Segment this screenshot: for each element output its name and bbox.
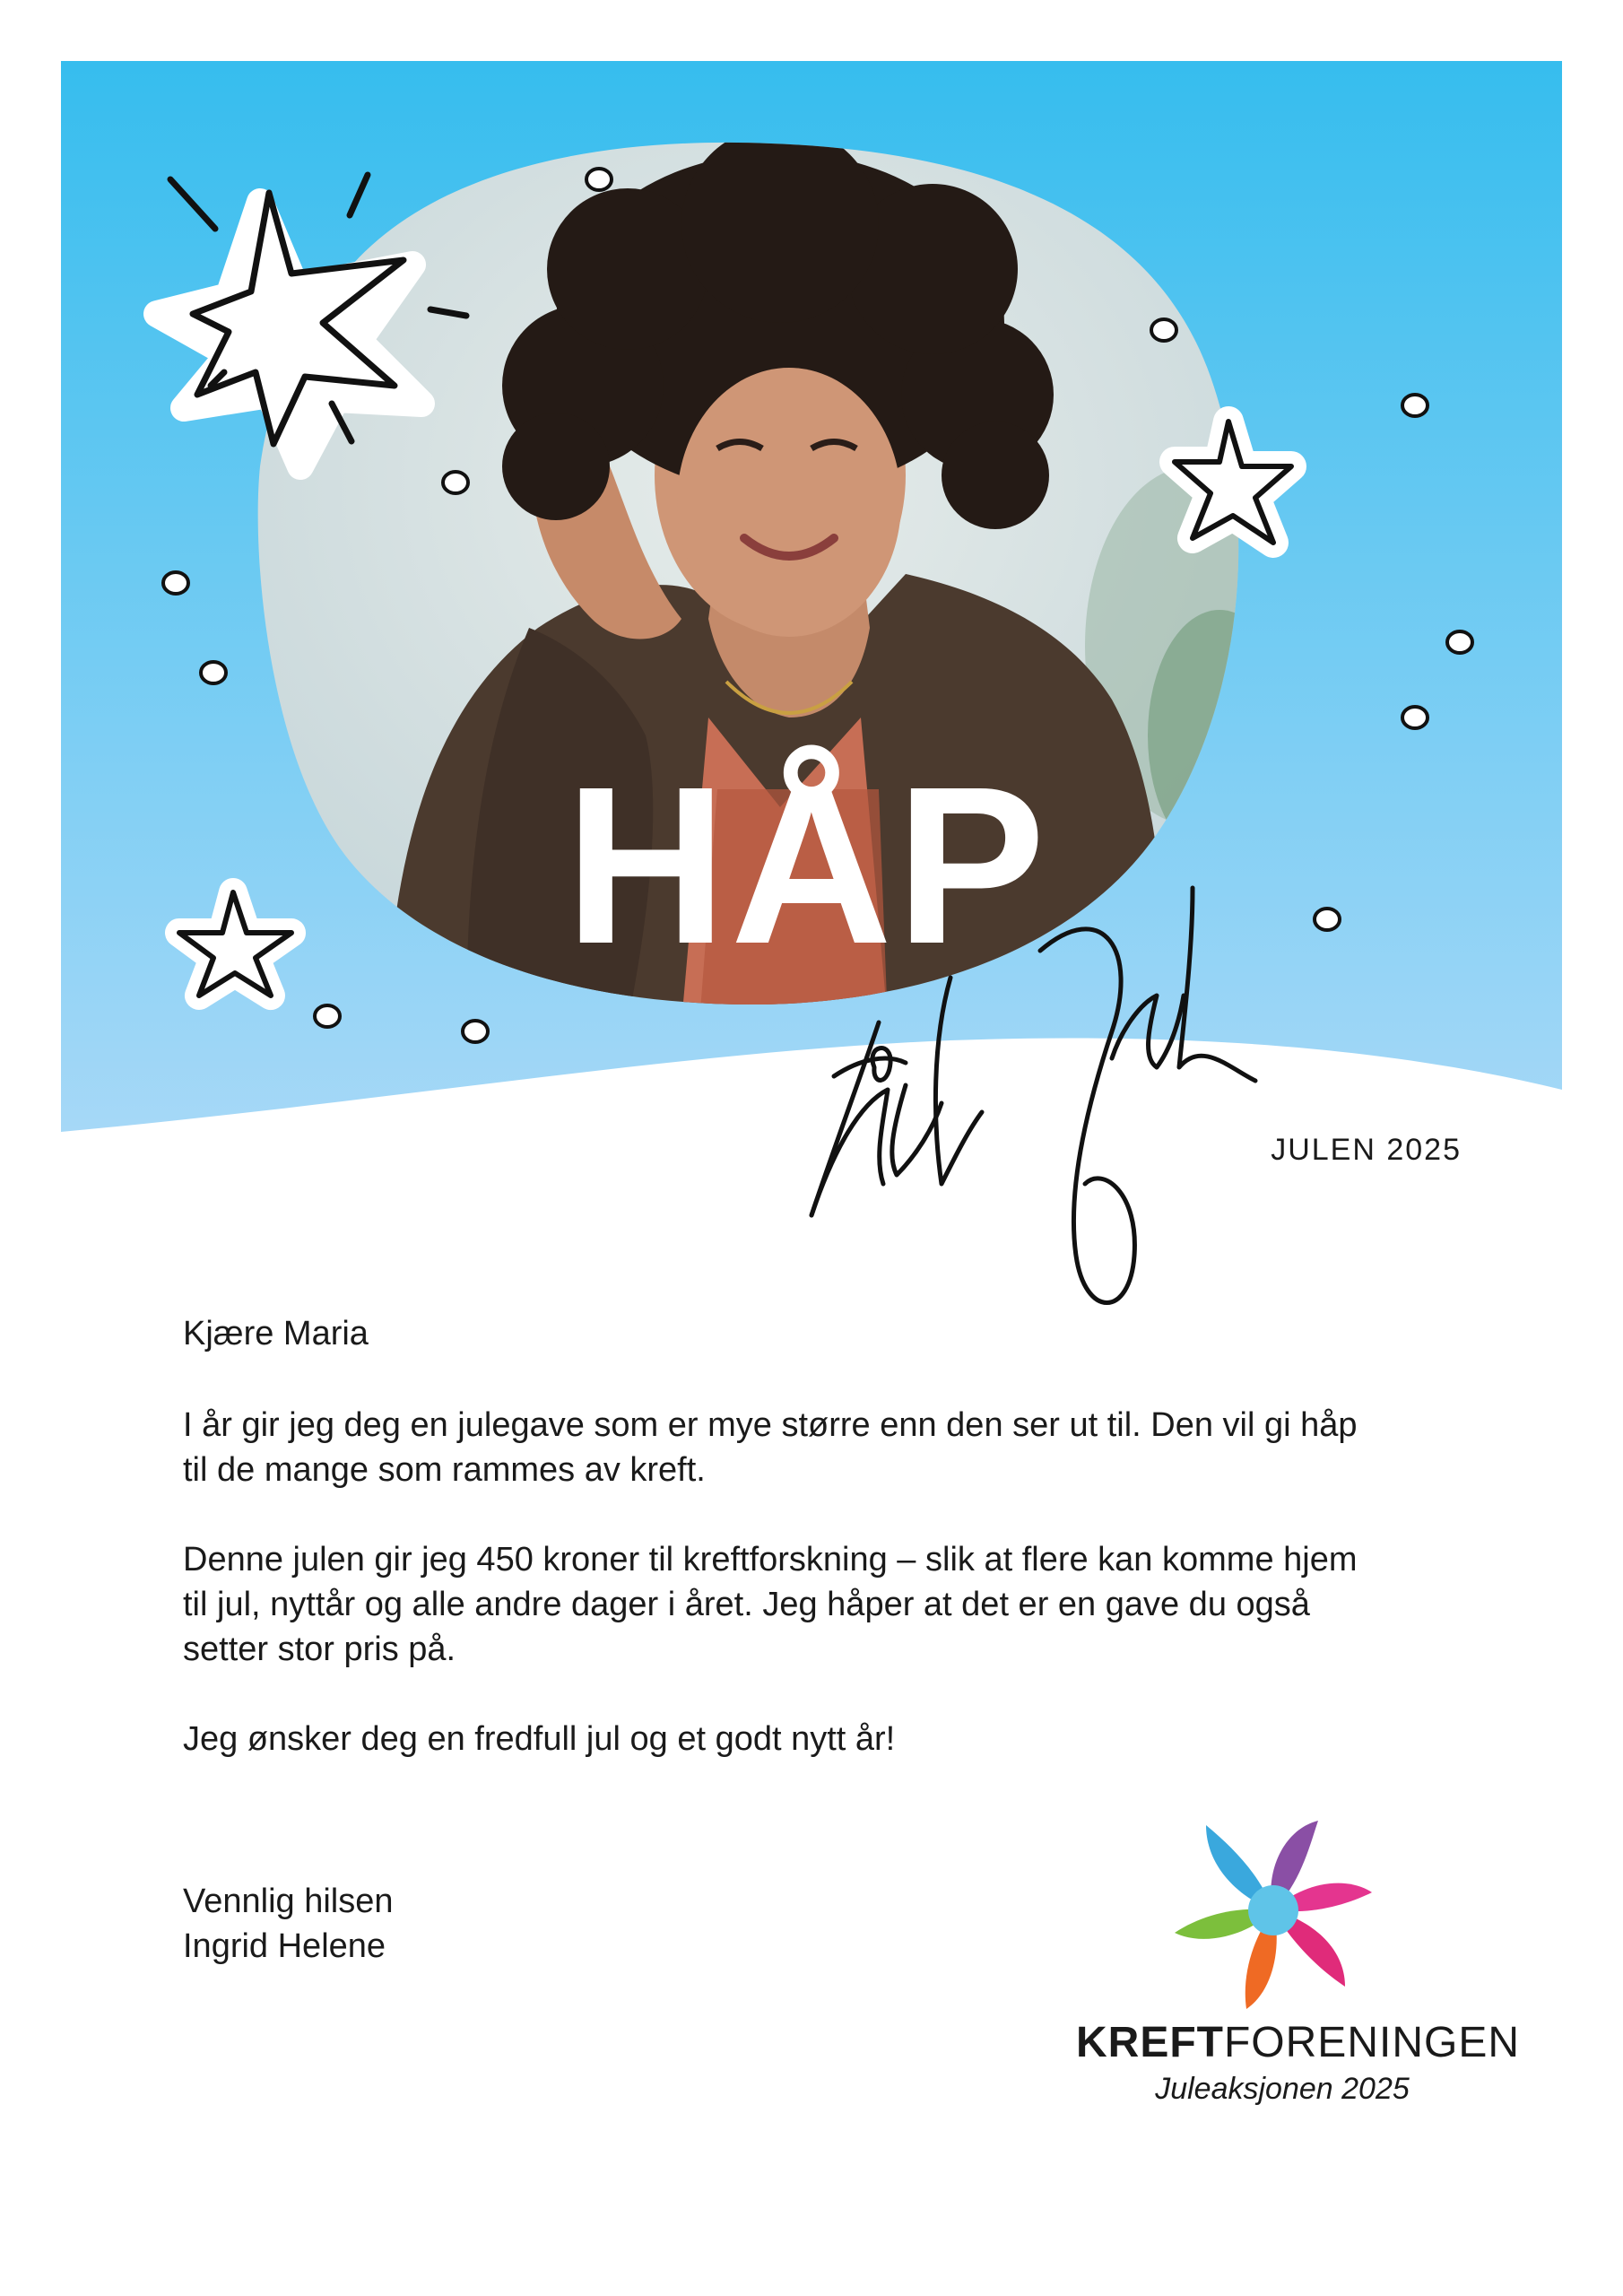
- paragraph-line: Jeg ønsker deg en fredfull jul og et godt nytt år!: [183, 1720, 896, 1758]
- paragraph-line: setter stor pris på.: [183, 1631, 456, 1668]
- paragraph-line: til de mange som rammes av kreft.: [183, 1451, 706, 1489]
- kreftforeningen-logo-icon: [1170, 1807, 1376, 2013]
- letter-paragraph-1: [183, 1403, 1474, 1492]
- letter-closing: [183, 1879, 394, 1969]
- letter-body: [183, 1311, 1474, 1806]
- closing-phrase: Vennlig hilsen: [183, 1883, 394, 1920]
- letter-paragraph-2: [183, 1537, 1474, 1672]
- org-name: [1076, 2018, 1520, 2067]
- letter-date: JULEN 2025: [1271, 1133, 1462, 1167]
- hero-title: HÅP: [565, 740, 1049, 990]
- letter-greeting: Kjære Maria: [183, 1315, 369, 1352]
- org-name-regular: FORENINGEN: [1223, 2019, 1520, 2066]
- signature-name: Ingrid Helene: [183, 1927, 386, 1965]
- paragraph-line: Denne julen gir jeg 450 kroner til kreftforskning – slik at flere kan komme hjem: [183, 1541, 1358, 1578]
- paragraph-line: til jul, nyttår og alle andre dager i året. Jeg håper at det er en gave du også: [183, 1586, 1310, 1623]
- paragraph-line: I år gir jeg deg en julegave som er mye større enn den ser ut til. Den vil gi håp: [183, 1406, 1358, 1444]
- org-name-bold: KREFT: [1076, 2019, 1224, 2066]
- letter-paragraph-3: [183, 1717, 1474, 1761]
- campaign-name: Juleaksjonen 2025: [1155, 2072, 1410, 2106]
